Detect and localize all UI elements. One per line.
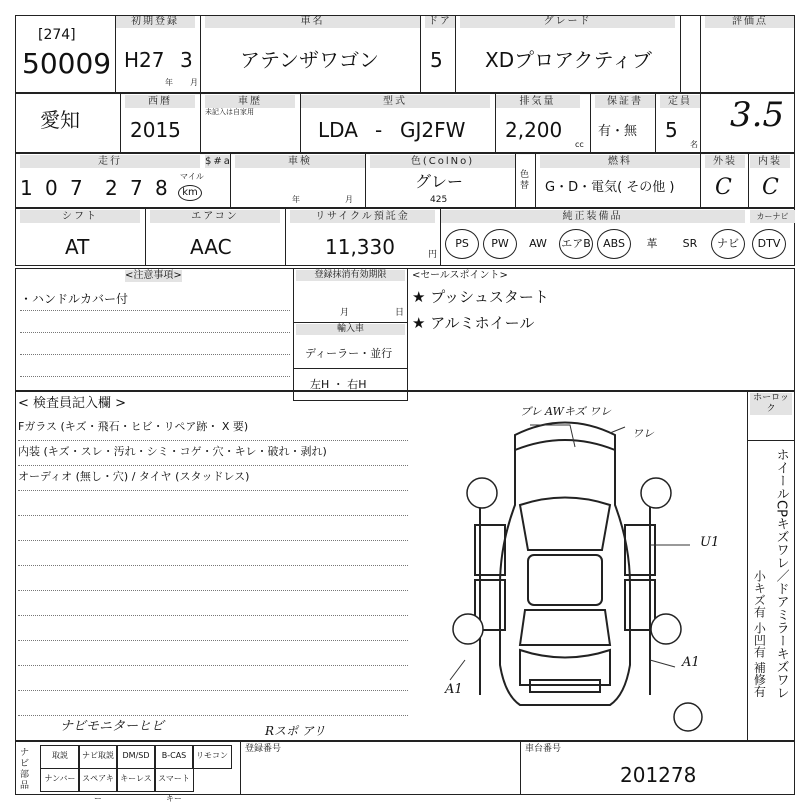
divider <box>365 153 366 208</box>
steering: 左H ・ 右H <box>310 378 367 391</box>
damage-note-top: ブレ AWキズ ワレ <box>520 405 612 418</box>
footer-item: キーレス <box>116 768 156 792</box>
lot-number: 50009 <box>22 47 112 80</box>
capacity-label: 定員 <box>660 95 700 108</box>
car-diagram <box>420 395 745 740</box>
divider <box>200 15 201 93</box>
inspection-label: 車検 <box>235 155 365 168</box>
expire-month: 月 <box>340 308 350 318</box>
lot-code: [274] <box>38 27 76 43</box>
damage-note-right-rear: A1 <box>682 655 700 670</box>
equipment-item: ABS <box>597 229 631 259</box>
mileage-d5: 7 <box>130 176 143 200</box>
displacement-label: 排気量 <box>495 95 580 108</box>
divider <box>440 208 441 266</box>
model-year: 2015 <box>130 118 181 142</box>
divider <box>420 15 421 93</box>
footer-item: スマートキー <box>154 768 194 792</box>
rule <box>18 515 408 516</box>
divider <box>515 153 516 208</box>
divider <box>590 93 591 153</box>
model-code: GJ2FW <box>400 118 466 142</box>
divider <box>145 208 146 266</box>
year-western-label: 西暦 <box>125 95 195 108</box>
divider <box>680 15 681 93</box>
reg-no-label: 登録番号 <box>245 744 282 754</box>
divider <box>455 15 456 93</box>
inspector-line-2: 内装 (キズ・スレ・汚れ・シミ・コゲ・穴・キレ・破れ・剥れ) <box>18 445 327 458</box>
divider <box>293 368 408 369</box>
eval-score: 3.5 <box>730 95 785 135</box>
mileage-d6: 8 <box>155 176 168 200</box>
damage-note-left-rear: A1 <box>445 682 463 697</box>
warranty-label: 保証書 <box>595 95 655 108</box>
damage-note-right-door: U1 <box>700 535 720 550</box>
header-lot-label: 初期登録 <box>115 15 195 28</box>
rule <box>18 690 408 691</box>
mileage-d4: 2 <box>105 176 118 200</box>
import-type: ディーラー・並行 <box>305 347 393 360</box>
shift: AT <box>65 235 90 259</box>
divider <box>300 93 301 153</box>
header-doors-label: ドア <box>425 15 455 28</box>
side-column-text: ホイールCPキズワレ／ドアミラーキズワレ <box>773 448 789 699</box>
divider <box>230 153 231 208</box>
model-label: 型式 <box>300 95 490 108</box>
aircon-label: エアコン <box>150 210 280 223</box>
prefecture: 愛知 <box>40 108 80 132</box>
header-eval-label: 評価点 <box>705 15 795 28</box>
chassis-sub: 未記入は自家用 <box>205 108 254 116</box>
divider <box>200 93 201 153</box>
selling-point-2: ★ アルミホイール <box>412 314 535 332</box>
reg-era: H27 <box>124 48 165 72</box>
header-grade-label: グレード <box>460 15 675 28</box>
mileage-d2: 0 <box>45 176 58 200</box>
color-number: 425 <box>430 195 448 205</box>
exterior-label: 外装 <box>705 155 745 168</box>
inspector-title: < 検査員記入欄 > <box>18 396 127 411</box>
mileage-d3: 7 <box>70 176 83 200</box>
equipment-item: 革 <box>646 237 658 250</box>
rule <box>18 440 408 441</box>
equip-extra-label: カーナビ <box>750 210 795 223</box>
equipment-item: DTV <box>752 229 786 259</box>
selling-label: <セールスポイント> <box>412 270 508 281</box>
recycle-unit: 円 <box>428 250 438 260</box>
divider <box>700 15 701 93</box>
divider <box>285 208 286 266</box>
car-no-label: 車台番号 <box>525 744 562 754</box>
car-name: アテンザワゴン <box>240 48 379 72</box>
inspection-month: 月 <box>345 195 353 204</box>
divider <box>747 440 795 441</box>
interior-label: 内装 <box>750 155 790 168</box>
divider <box>293 322 408 323</box>
divider <box>115 15 116 93</box>
year-label: 年 <box>165 78 173 87</box>
footer-left-label-1: ナビ <box>20 748 30 769</box>
rule <box>18 665 408 666</box>
caution-item: ・ハンドルカバー付 <box>20 292 129 306</box>
expire-day: 日 <box>395 308 405 318</box>
shift-label: シフト <box>20 210 140 223</box>
footer-item: DM/SD <box>116 745 156 769</box>
import-label: 輸入車 <box>296 324 405 335</box>
inspector-line-3: オーディオ (無し・穴) / タイヤ (スタッドレス) <box>18 470 250 483</box>
equipment-item: AW <box>529 237 547 250</box>
exterior-grade: C <box>715 175 732 200</box>
footer-item: スペアキー <box>78 768 118 792</box>
rule <box>18 540 408 541</box>
mileage-d1: 1 <box>20 176 33 200</box>
rule <box>18 640 408 641</box>
warranty: 有・無 <box>598 124 638 139</box>
handwritten-note-2: Rスポ アリ <box>265 724 326 738</box>
caution-label: <注意事項> <box>125 270 182 281</box>
footer-item: ナビ取説 <box>78 745 118 769</box>
color-change-label: 色替 <box>520 170 530 191</box>
fuel: G・D・電気( その他 ) <box>545 180 675 195</box>
capacity: 5 <box>665 118 678 142</box>
equipment-item: エアB <box>559 229 593 259</box>
color-label: 色(ColNo) <box>370 155 515 168</box>
rule <box>20 376 290 377</box>
divider <box>240 741 241 795</box>
mileage-unit-km: km <box>178 185 202 201</box>
interior-grade: C <box>762 175 779 200</box>
recycle-fee: 11,330 <box>325 235 395 259</box>
rule <box>18 490 408 491</box>
divider <box>655 93 656 153</box>
inspection-year: 年 <box>292 195 300 204</box>
rule <box>18 465 408 466</box>
rule <box>20 354 290 355</box>
mileage-unit-mile: マイル <box>180 172 204 181</box>
equipment-item: SR <box>682 237 698 250</box>
footer-item: B-CAS <box>154 745 194 769</box>
displacement-unit: cc <box>575 140 584 149</box>
capacity-unit: 名 <box>690 140 698 149</box>
rule <box>18 565 408 566</box>
side-column-subtext: 小キズ有 小凹有 補修有 <box>752 570 767 698</box>
month-label: 月 <box>190 78 198 87</box>
header-car-name-label: 車名 <box>205 15 420 28</box>
color-no-label: $#a <box>205 156 232 167</box>
model-prefix: LDA <box>318 118 358 142</box>
divider <box>495 93 496 153</box>
grade: XDプロアクティブ <box>485 48 652 72</box>
footer-left-label-2: 部品 <box>20 770 30 791</box>
displacement: 2,200 <box>505 118 563 142</box>
fuel-label: 燃料 <box>540 155 700 168</box>
equipment-item: ナビ <box>711 229 745 259</box>
divider <box>700 93 701 153</box>
rule <box>20 310 290 311</box>
damage-note-top-right: ワレ <box>632 427 654 440</box>
footer-item: リモコン <box>192 745 232 769</box>
car-number: 201278 <box>620 763 697 787</box>
color: グレー <box>415 172 464 191</box>
divider <box>748 153 749 208</box>
divider <box>520 741 521 795</box>
divider <box>700 153 701 208</box>
model-dash: - <box>375 118 383 142</box>
recycle-label: リサイクル預託金 <box>290 210 435 223</box>
equipment-item: PS <box>445 229 479 259</box>
equipment-label: 純正装備品 <box>440 210 745 223</box>
chassis-label: 車歴 <box>205 95 295 108</box>
divider <box>535 153 536 208</box>
inspector-line-1: Fガラス (キズ・飛石・ヒビ・リペア跡・ X 要) <box>18 420 249 433</box>
rule <box>18 590 408 591</box>
selling-point-1: ★ プッシュスタート <box>412 288 549 306</box>
divider <box>120 93 121 153</box>
rule <box>20 332 290 333</box>
equipment-item: PW <box>483 229 517 259</box>
expire-label: 登録抹消有効期限 <box>296 270 405 281</box>
footer-item: 取説 <box>40 745 80 769</box>
side-column-label: ホーロック <box>750 393 792 415</box>
handwritten-note-1: ナビモニターヒビ <box>60 719 165 734</box>
doors: 5 <box>430 48 443 72</box>
rule <box>18 615 408 616</box>
footer-item: ナンバー <box>40 768 80 792</box>
mileage-label: 走行 <box>20 155 200 168</box>
reg-month: 3 <box>180 48 193 72</box>
aircon: AAC <box>190 235 232 259</box>
